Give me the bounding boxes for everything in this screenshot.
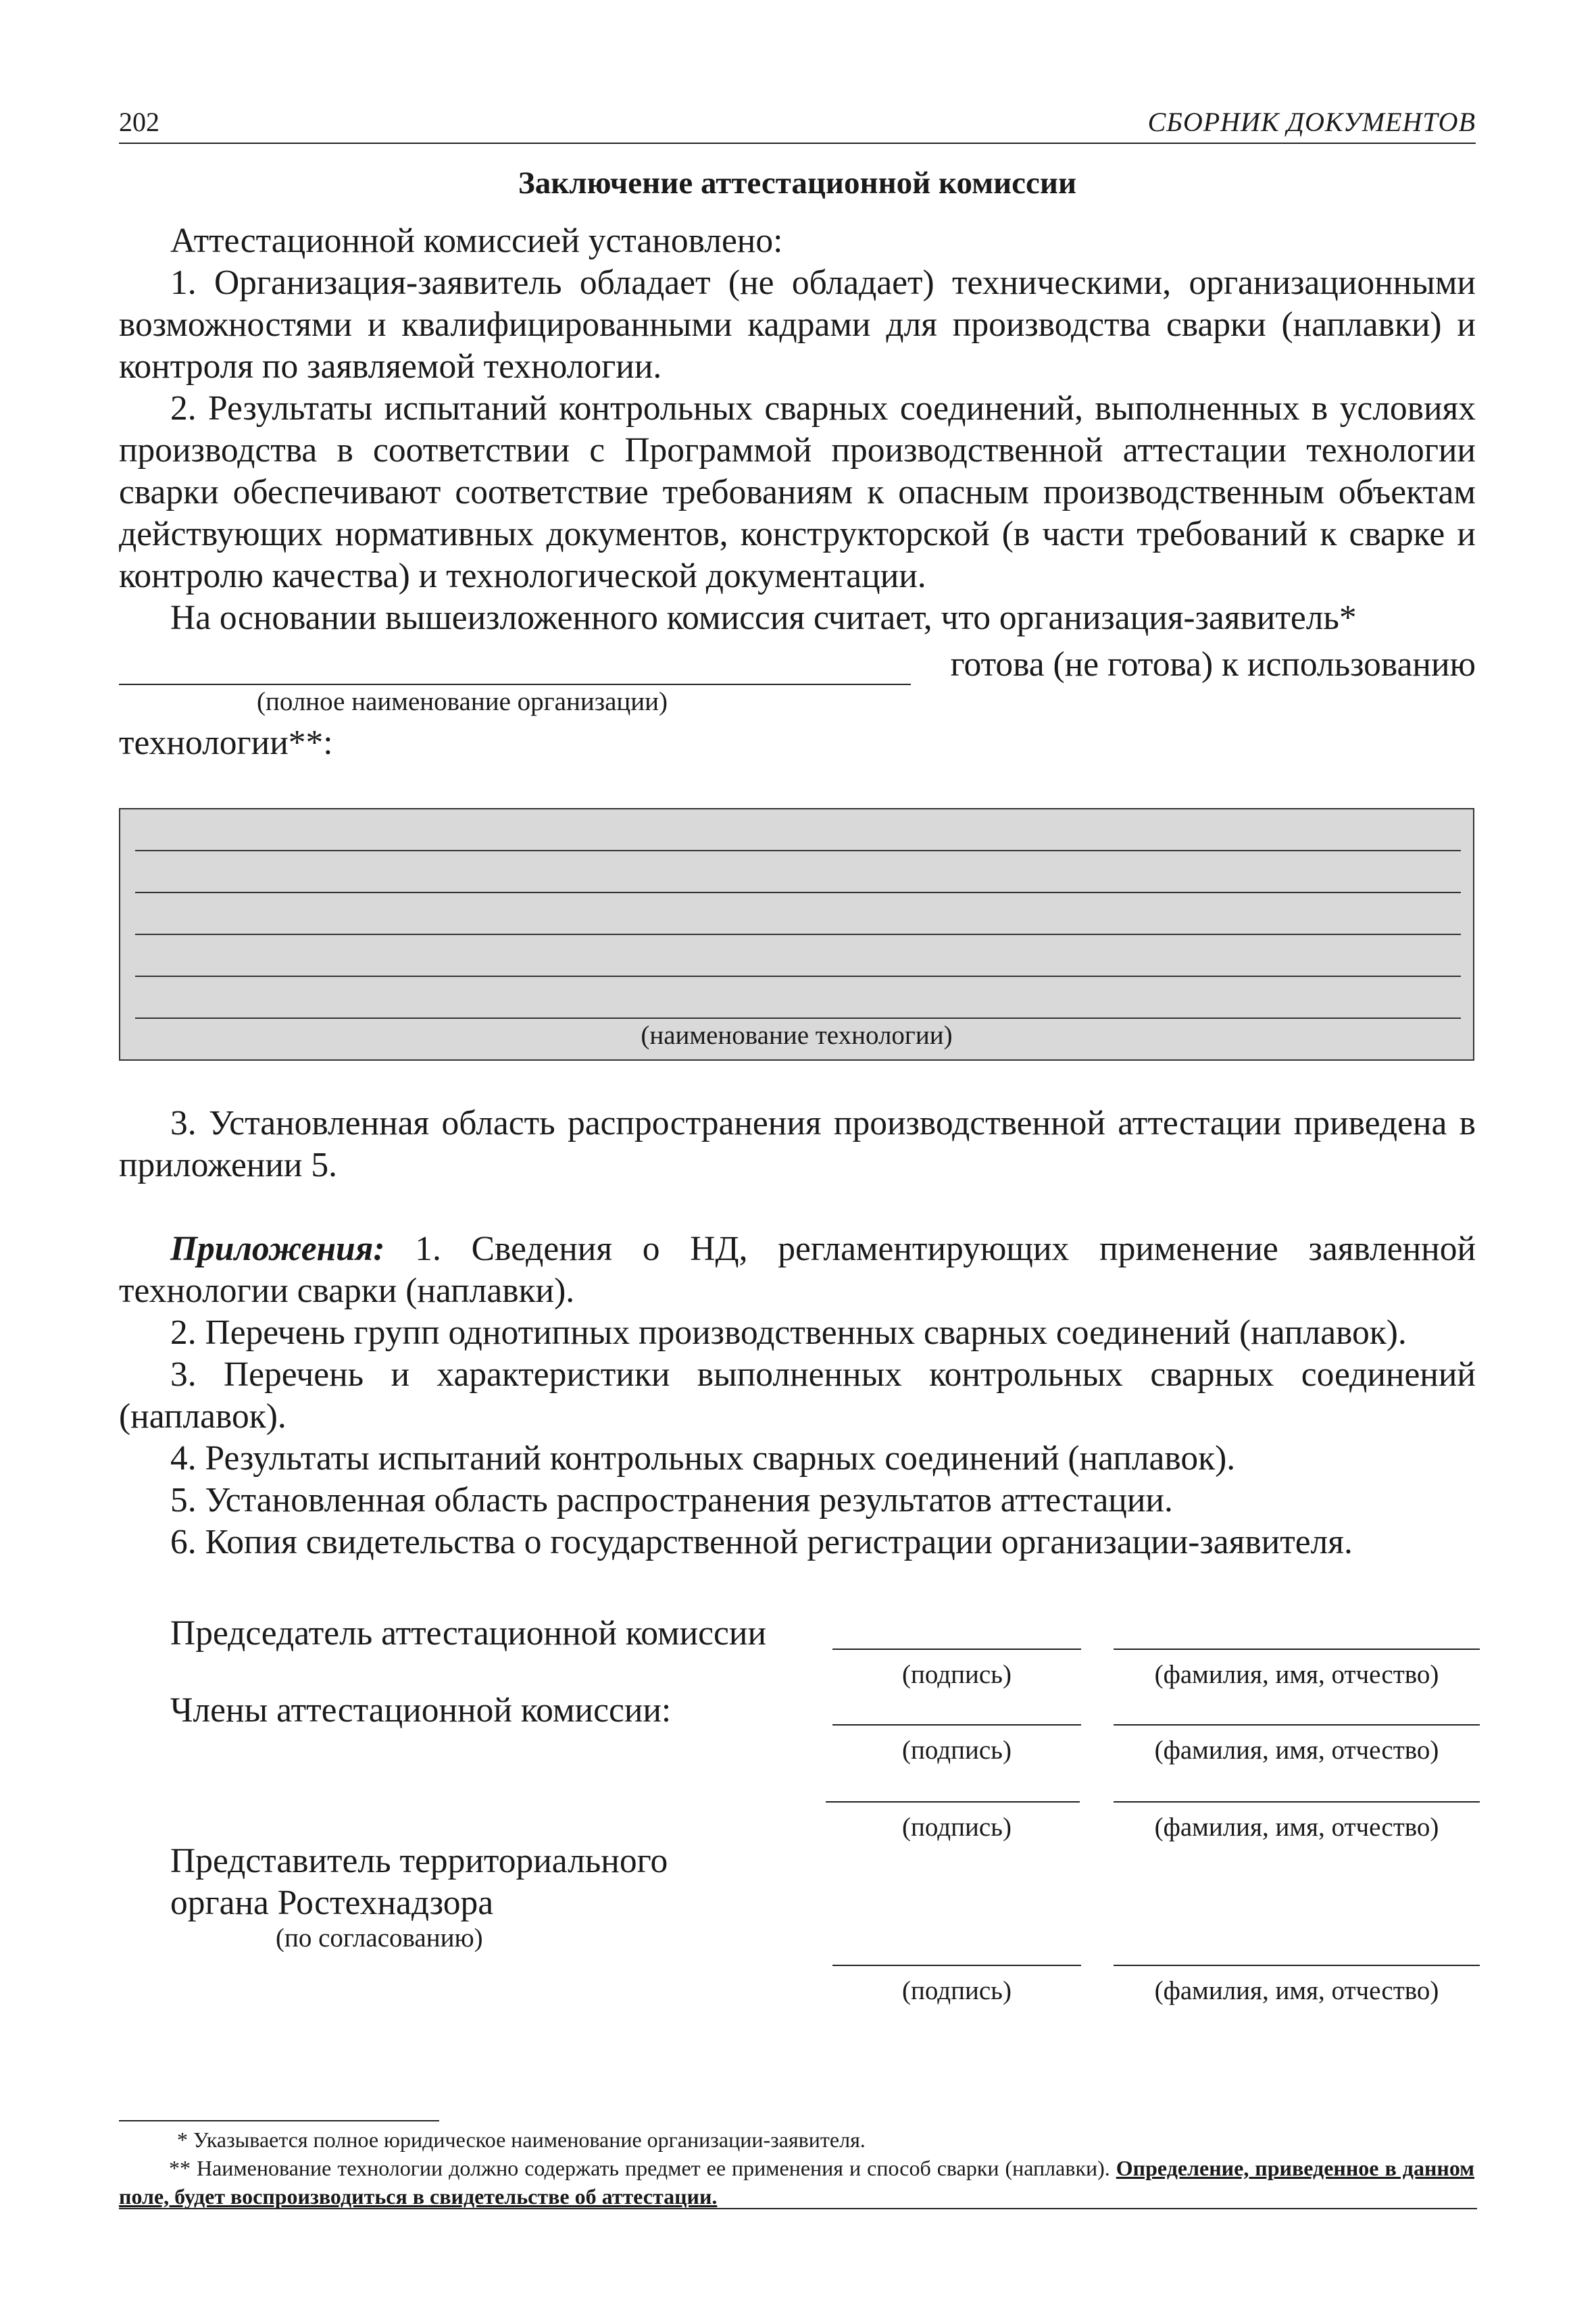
rep-signature-line[interactable] xyxy=(832,1965,1081,1966)
chairman-signature-line[interactable] xyxy=(832,1649,1081,1650)
scope-paragraph: 3. Установленная область распространения производственной аттестации приведена в приложении 5. xyxy=(119,1104,1476,1184)
appendix-item: 6. Копия свидетельства о государственной регистрации организации-заявителя. xyxy=(170,1523,1353,1561)
name-caption: (фамилия, имя, отчество) xyxy=(1154,1813,1439,1842)
technology-line[interactable] xyxy=(135,976,1461,977)
chairman-name-line[interactable] xyxy=(1114,1649,1480,1650)
name-caption: (фамилия, имя, отчество) xyxy=(1154,1660,1439,1689)
rep-name-line[interactable] xyxy=(1114,1965,1480,1966)
chairman-label: Председатель аттестационной комиссии xyxy=(170,1614,767,1653)
footnote-divider xyxy=(119,2120,439,2121)
technology-line[interactable] xyxy=(135,850,1461,851)
footnotes xyxy=(119,2126,1474,2211)
technology-name-box[interactable] xyxy=(119,808,1474,1061)
organization-row xyxy=(119,640,1476,688)
member-name-line[interactable] xyxy=(1114,1724,1480,1726)
technology-line[interactable] xyxy=(135,934,1461,935)
paragraph: 1. Организация-заявитель обладает (не обладает) техническими, организационными возможностями и квалифицированными кадрами для производства сварки (наплавки) и контроля по заявляемой технологии. xyxy=(119,263,1476,386)
paragraph: 2. Результаты испытаний контрольных сварных соединений, выполненных в условиях производства в соответствии с Программой производственной аттестации технологии сварки обеспечивают соответствие требованиям к опасным производственным объектам действующих нормативных документов, конструкторской (в части требований к сварке и контролю качества) и технологической документации. xyxy=(119,389,1476,595)
signature-caption: (подпись) xyxy=(902,1660,1012,1689)
section-title: Заключение аттестационной комиссии xyxy=(518,166,1077,201)
readiness-text: готова (не готова) к использованию xyxy=(950,645,1476,684)
page-header xyxy=(119,105,1476,144)
name-caption: (фамилия, имя, отчество) xyxy=(1154,1736,1439,1765)
technology-line[interactable] xyxy=(135,1017,1461,1019)
appendix-item: 5. Установленная область распространения результатов аттестации. xyxy=(170,1481,1173,1519)
running-title: СБОРНИК ДОКУМЕНТОВ xyxy=(1147,107,1476,137)
appendix-item: Приложения: 1. Сведения о НД, регламентирующих применение заявленной технологии сварки (наплавки). xyxy=(119,1230,1476,1310)
paragraph: Аттестационной комиссией установлено: xyxy=(170,222,783,260)
footnote-2: ** Наименование технологии должно содержать предмет ее применения и способ сварки (наплавки). Определение, приведенное в данном поле, будет воспроизводиться в свидетельстве об аттестации. xyxy=(119,2156,1475,2209)
appendix-item: 4. Результаты испытаний контрольных сварных соединений (наплавок). xyxy=(170,1439,1236,1478)
bottom-divider xyxy=(119,2208,1477,2209)
findings-text xyxy=(119,220,1476,639)
technology-line[interactable] xyxy=(135,892,1461,893)
member-signature-line[interactable] xyxy=(832,1724,1081,1726)
signature-caption: (подпись) xyxy=(902,1976,1012,2005)
agreement-note: (по согласованию) xyxy=(276,1923,483,1953)
footnote-1: * Указывается полное юридическое наименование организации-заявителя. xyxy=(177,2128,866,2152)
signature-caption: (подпись) xyxy=(902,1813,1012,1842)
members-label: Члены аттестационной комиссии: xyxy=(170,1691,672,1730)
name-caption: (фамилия, имя, отчество) xyxy=(1154,1976,1439,2005)
appendices xyxy=(119,1228,1476,1563)
appendix-item: 3. Перечень и характеристики выполненных контрольных сварных соединений (наплавок). xyxy=(119,1355,1476,1436)
organization-name-blank[interactable] xyxy=(119,684,911,685)
technology-label: технологии**: xyxy=(119,724,333,762)
signature-caption: (подпись) xyxy=(902,1736,1012,1765)
member-name-line[interactable] xyxy=(1114,1801,1480,1803)
member-signature-line[interactable] xyxy=(826,1801,1080,1803)
technology-caption: (наименование технологии) xyxy=(641,1021,953,1050)
page-number: 202 xyxy=(119,107,159,137)
appendices-label: Приложения: xyxy=(170,1230,385,1268)
paragraph: На основании вышеизложенного комиссия считает, что организация-заявитель* xyxy=(170,599,1357,637)
organization-caption: (полное наименование организации) xyxy=(257,687,668,716)
appendix-item: 2. Перечень групп однотипных производственных сварных соединений (наплавок). xyxy=(170,1313,1407,1352)
rostekhnadzor-label: Представитель территориального органа Ростехнадзора xyxy=(170,1842,668,1922)
